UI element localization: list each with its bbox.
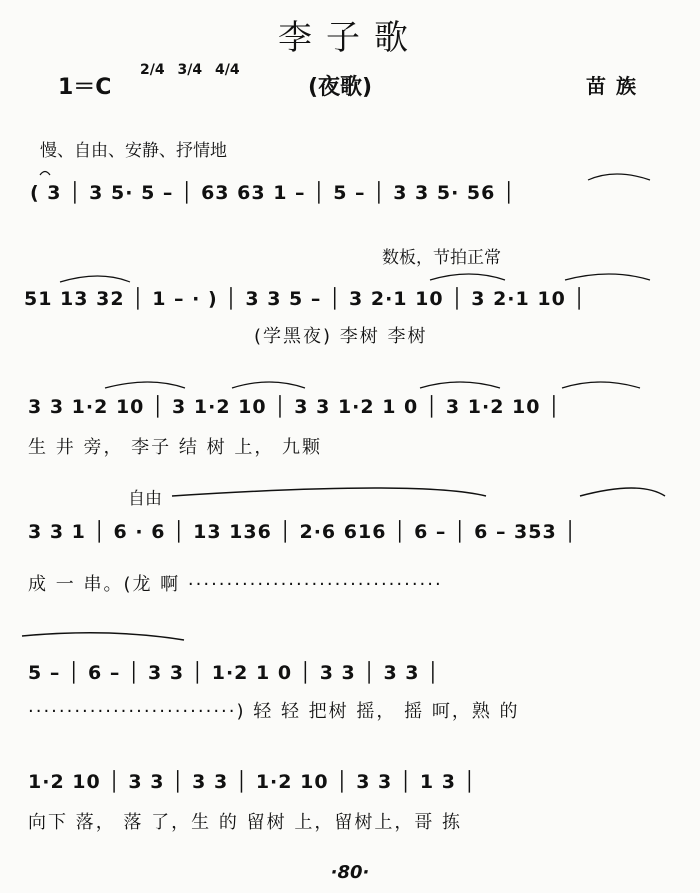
staff-line-1: ( 3 │ 3 5· 5 – │ 63 63 1 – │ 5 – │ 3 3 5· 56 │ <box>30 182 516 204</box>
staff-line-3: 3 3 1·2 10 │ 3 1·2 10 │ 3 3 1·2 1 0 │ 3 1·2 10 │ <box>28 396 561 418</box>
lyric-line-3: 生 井 旁， 李子 结 树 上， 九颗 <box>28 437 323 458</box>
tempo-free: 自由 <box>128 489 162 509</box>
slur-long-2 <box>580 488 665 496</box>
staff-line-6: 1·2 10 │ 3 3 │ 3 3 │ 1·2 10 │ 3 3 │ 1 3 │ <box>28 771 477 793</box>
slur-small-6 <box>105 382 185 388</box>
page-number: ·80· <box>330 862 370 883</box>
staff-line-5: 5 – │ 6 – │ 3 3 │ 1·2 1 0 │ 3 3 │ 3 3 │ <box>28 662 440 684</box>
slur-small-4 <box>430 274 505 280</box>
meter-2: 3/4 <box>177 62 203 78</box>
ethnic-label: 苗族 <box>586 74 646 98</box>
staff-line-4: 3 3 1 │ 6 · 6 │ 13 136 │ 2·6 616 │ 6 – │ 6 – 353 │ <box>28 521 577 543</box>
slur-small-7 <box>232 382 305 388</box>
slur-small-5 <box>565 274 650 280</box>
key-signature: 1＝C <box>58 75 112 100</box>
slur-small-9 <box>562 382 640 388</box>
tempo-change: 数板，节拍正常 <box>382 248 501 268</box>
genre-label: (夜歌) <box>308 75 373 100</box>
slur-small-1 <box>40 172 50 176</box>
slur-long-1 <box>172 488 486 496</box>
tempo-intro: 慢、自由、安静、抒情地 <box>40 141 227 161</box>
lyric-line-4: 成 一 串。(龙 啊 ································· <box>28 574 443 595</box>
slur-small-8 <box>420 382 500 388</box>
staff-line-2: 51 13 32 │ 1 – · ) │ 3 3 5 – │ 3 2·1 10 │ 3 2·1 10 │ <box>24 288 586 310</box>
slur-small-3 <box>60 276 130 282</box>
slur-long-3 <box>22 633 184 640</box>
lyric-line-5: ···························) 轻 轻 把树 摇， 摇 呵，熟 的 <box>28 701 520 722</box>
meter-1: 2/4 <box>140 62 165 78</box>
lyric-line-2: (学黑夜) 李树 李树 <box>254 326 428 347</box>
song-title: 李子歌 <box>278 18 422 58</box>
lyric-line-6: 向下 落， 落 了，生 的 留树 上，留树上，哥 拣 <box>28 812 463 833</box>
meter-3: 4/4 <box>214 62 240 78</box>
slur-small-2 <box>588 174 650 180</box>
